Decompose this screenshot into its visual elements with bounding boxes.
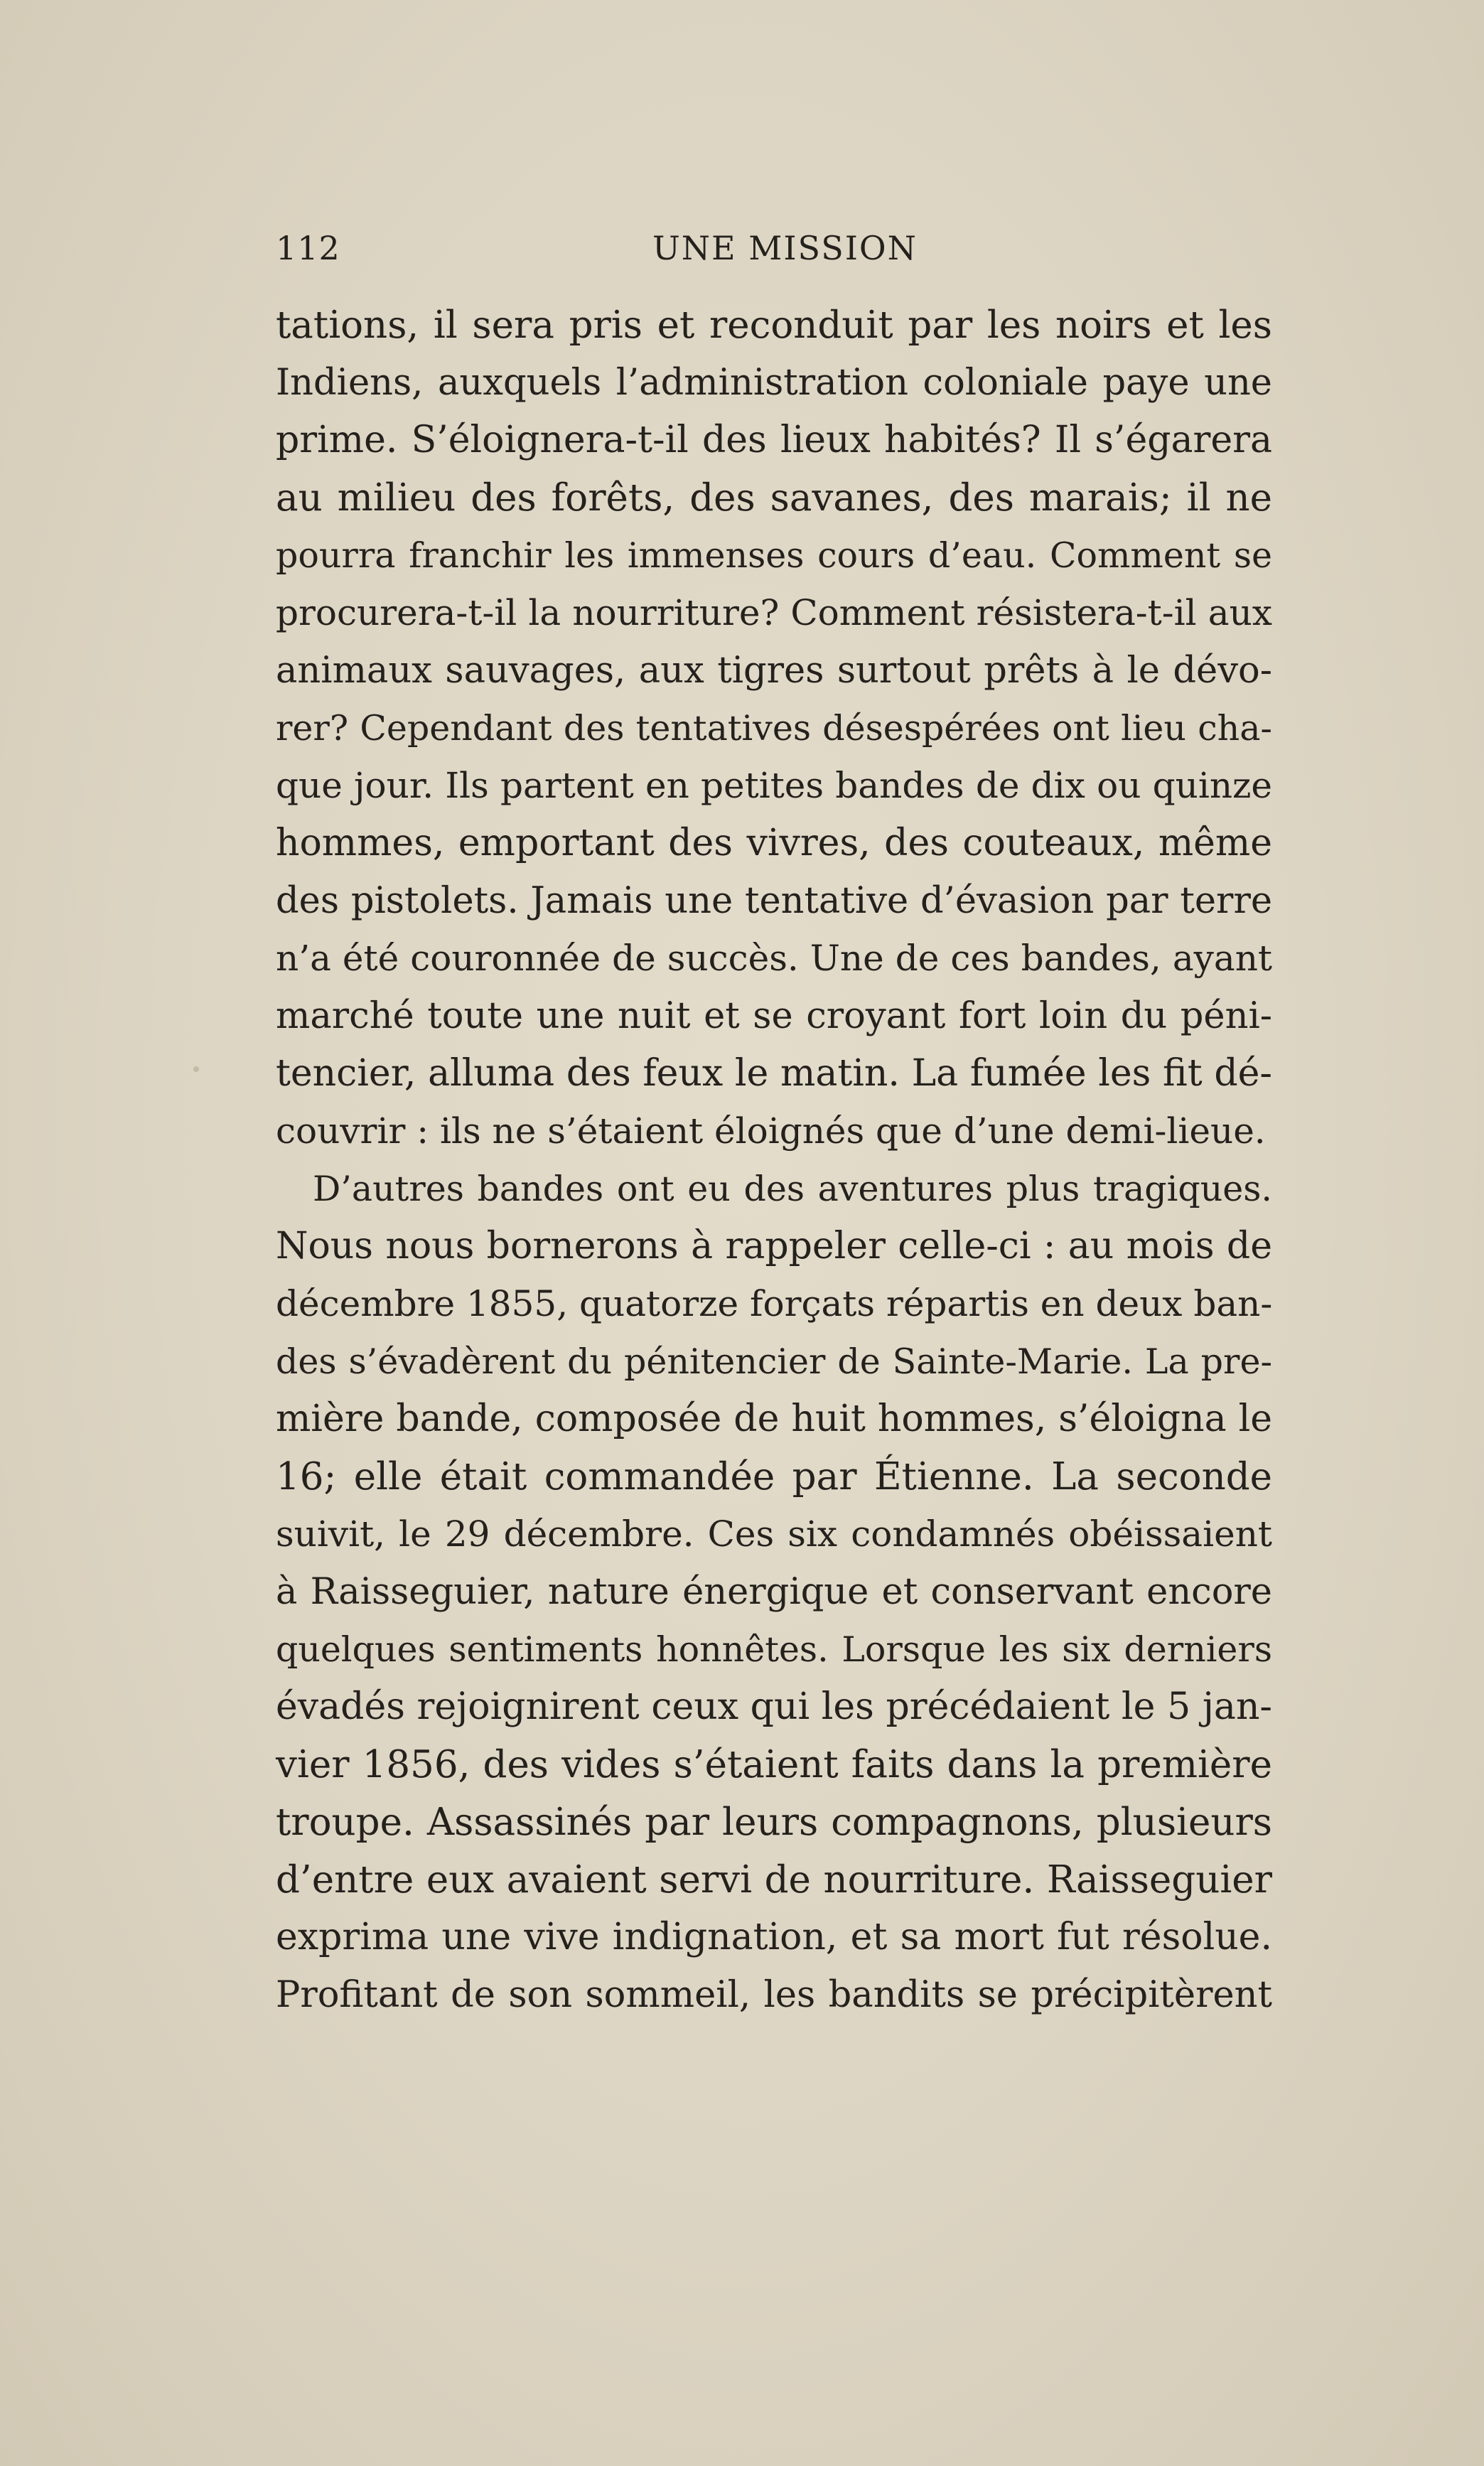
text-line: des s’évadèrent du pénitencier de Sainte-Marie. La pre- [276,1341,1272,1382]
text-line: Profitant de son sommeil, les bandits se précipitèrent [276,1974,1272,2016]
text-line: à Raisseguier, nature énergique et conservant encore [276,1571,1272,1613]
text-line: vier 1856, des vides s’étaient faits dans la première [276,1743,1272,1786]
text-line: Indiens, auxquels l’administration coloniale paye une [276,362,1272,404]
paper-speck [193,1066,199,1072]
text-line: pourra franchir les immenses cours d’eau. Comment se [276,535,1272,576]
text-line: 16; elle était commandée par Étienne. La seconde [276,1455,1272,1499]
text-line: rer? Cependant des tentatives désespérées ont lieu cha- [276,708,1272,749]
text-line: évadés rejoignirent ceux qui les précédaient le 5 jan- [276,1685,1272,1728]
text-line: procurera-t-il la nourriture? Comment résistera-t-il aux [276,592,1272,633]
page-header [276,229,1272,279]
text-line: n’a été couronnée de succès. Une de ces bandes, ayant [276,938,1272,979]
text-line: suivit, le 29 décembre. Ces six condamnés obéissaient [276,1513,1272,1555]
text-line: que jour. Ils partent en petites bandes de dix ou quinze [276,765,1272,806]
text-line: prime. S’éloignera-t-il des lieux habités? Il s’égarera [276,419,1272,461]
text-line: quelques sentiments honnêtes. Lorsque les six derniers [276,1629,1272,1670]
text-line: au milieu des forêts, des savanes, des marais; il ne [276,476,1272,520]
text-line: D’autres bandes ont eu des aventures plus tragiques. [313,1169,1272,1209]
text-line: animaux sauvages, aux tigres surtout prêts à le dévo- [276,650,1272,692]
text-line: exprima une vive indignation, et sa mort fut résolue. [276,1916,1272,1958]
text-line: d’entre eux avaient servi de nourriture. Raisseguier [276,1858,1272,1902]
text-line: tencier, alluma des feux le matin. La fumée les fit dé- [276,1052,1272,1095]
text-line: tations, il sera pris et reconduit par les noirs et les [276,304,1272,347]
text-line: couvrir : ils ne s’étaient éloignés que d’une demi-lieue. [276,1110,1266,1152]
text-line: mière bande, composée de huit hommes, s’éloigna le [276,1398,1272,1440]
text-line: des pistolets. Jamais une tentative d’évasion par terre [276,880,1272,922]
page-number: 112 [276,229,340,267]
text-line: hommes, emportant des vivres, des couteaux, même [276,822,1272,864]
text-line: décembre 1855, quatorze forçats répartis en deux ban- [276,1283,1273,1324]
text-line: Nous nous bornerons à rappeler celle-ci : au mois de [276,1225,1272,1267]
body-text [276,296,1272,2024]
text-line: troupe. Assassinés par leurs compagnons, plusieurs [276,1801,1272,1844]
text-line: marché toute une nuit et se croyant fort loin du péni- [276,995,1272,1037]
running-head: UNE MISSION [652,229,918,267]
